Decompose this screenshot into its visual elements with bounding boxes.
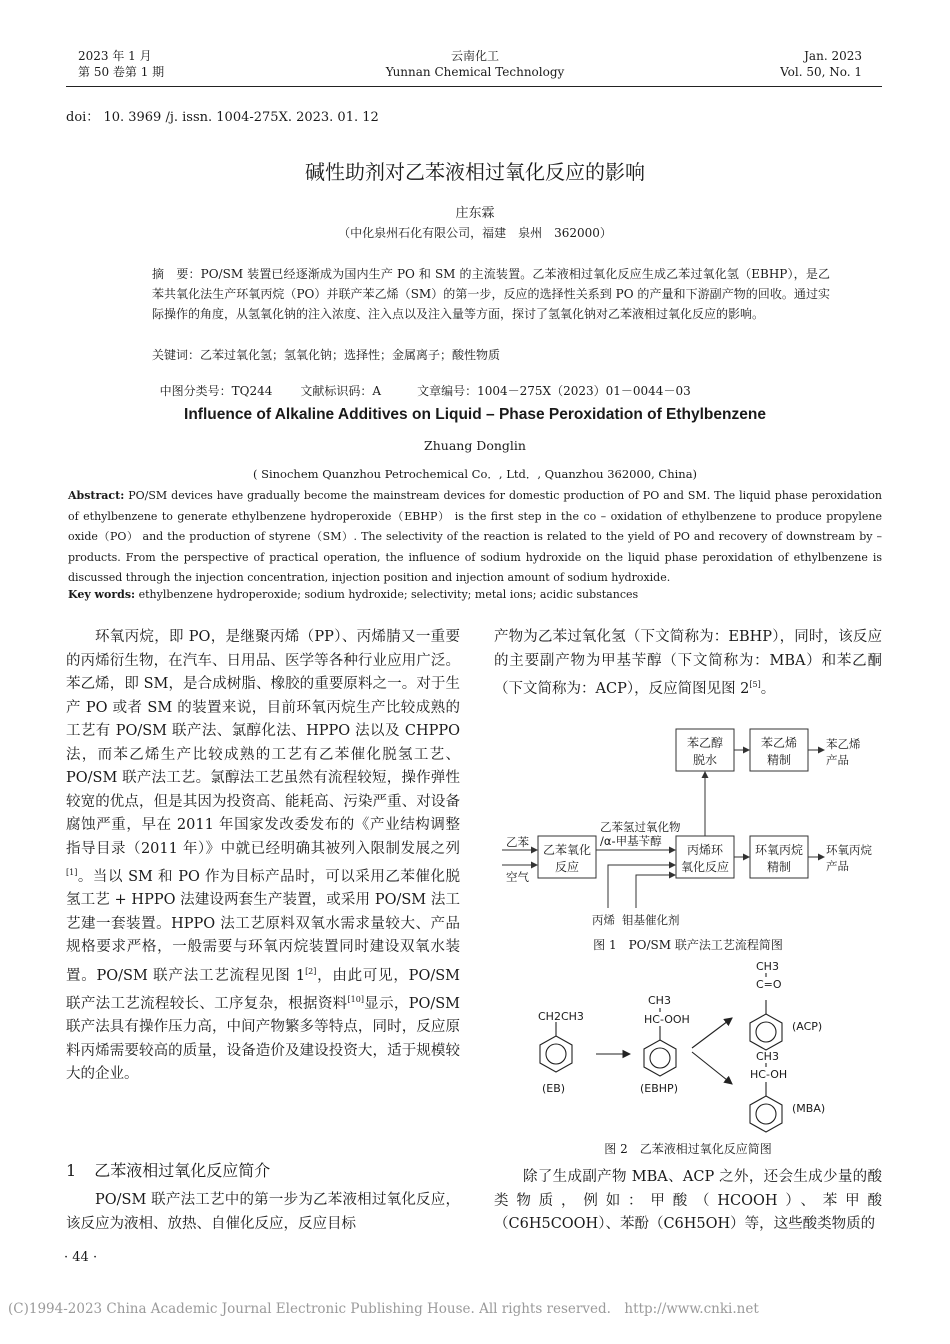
- right-col-para-top: [494, 626, 882, 701]
- para1-text-d: 显示，PO/SM 联产法具有操作压力高，中间产物繁多等特点，同时，反应原料丙烯需要较高的质量，设备造价及建设投资大，适于规模较大的企业。: [66, 995, 461, 1083]
- figure-1-caption: 图 1 PO/SM 联产法工艺流程简图: [593, 938, 783, 952]
- fig1-input-eb: 乙苯: [506, 835, 529, 849]
- abstract-en-text: PO/SM devices have gradually become the mainstream devices for domestic production of PO and SM. The liquid phase peroxidation of ethylbenzene to generate ethylbenzene hydroperoxide（EBHP） is the first step in the co – oxidation of ethylbenzene to produce propylene oxide（PO） and the production of styrene（SM）. The selectivity of the reaction is related to the yield of PO and recovery of downstream by – products. From the perspective of practical operation, the influence of sodium hydroxide on the liquid phase peroxidation of ethylbenzene is discussed through the injection concentration, injection position and injection amount of sodium hydroxide.: [68, 489, 883, 584]
- citation-ref: [2]: [305, 966, 317, 976]
- header-volume-en: Vol. 50, No. 1: [780, 65, 862, 79]
- clc-label: 中图分类号：: [159, 384, 232, 398]
- fig1-box-sm-l1: 苯乙烯: [760, 736, 798, 750]
- journal-name-en: Yunnan Chemical Technology: [385, 65, 565, 79]
- header-date: 2023 年 1 月: [78, 49, 152, 63]
- doi: doi： 10. 3969 /j. issn. 1004-275X. 2023. 01. 12: [66, 110, 379, 125]
- doc-code-value: A: [372, 384, 382, 398]
- fig1-box-sm-l2: 精制: [766, 753, 792, 767]
- ebhp-group-label: HC-OOH: [644, 1013, 690, 1026]
- page-number: · 44 ·: [64, 1250, 98, 1265]
- para1-text-c: ，由此可见，PO/SM 联产法工艺流程较长、工序复杂，根据资料: [66, 967, 460, 1012]
- fig1-box-epox-l2: 氧化反应: [680, 860, 730, 874]
- copyright-footer: (C)1994-2023 China Academic Journal Electronic Publishing House. All rights reserved. http://www.cnki.net: [8, 1301, 759, 1317]
- aromatic-circle-acp: [756, 1022, 776, 1042]
- keywords-cn-label: 关键词：: [152, 348, 201, 362]
- title-en: Influence of Alkaline Additives on Liquid – Phase Peroxidation of Ethylbenzene: [184, 406, 766, 423]
- figure-2-caption: 图 2 乙苯液相过氧化反应简图: [604, 1142, 772, 1156]
- fig1-output-po-2: 产品: [826, 859, 849, 873]
- fig1-box-po-l2: 精制: [766, 860, 792, 874]
- mba-group-label: HC-OH: [750, 1068, 788, 1081]
- keywords-cn-text: 乙苯过氧化氢；氢氧化钠；选择性；金属离子；酸性物质: [200, 348, 501, 362]
- figure-2-reaction-scheme: [494, 956, 882, 1136]
- header-rule: [66, 86, 882, 87]
- arrow-catalyst: [636, 875, 675, 908]
- para-top-text: 产物为乙苯过氧化氢（下文简称为：EBHP），同时，该反应的主要副产物为甲基苄醇（下文简称为：MBA）和苯乙酮（下文简称为：ACP），反应简图见图 2: [494, 629, 882, 697]
- figure-1-flowchart: [494, 724, 882, 934]
- label-ebhp: (EBHP): [640, 1082, 678, 1095]
- label-acp: (ACP): [792, 1020, 823, 1033]
- journal-name-cn: 云南化工: [450, 49, 499, 63]
- fig1-mid-label-2: /α-甲基苄醇: [600, 834, 662, 848]
- article-no-value: 1004－275X（2023）01－0044－03: [477, 384, 691, 398]
- benzene-ring-acp: [750, 1014, 782, 1050]
- arrow-propylene: [608, 865, 675, 908]
- aromatic-circle-mba: [756, 1104, 776, 1124]
- citation-ref: [5]: [749, 680, 761, 689]
- header-left: [78, 48, 164, 80]
- fig1-box-epox-l1: 丙烯环: [686, 843, 724, 857]
- acp-ch3-label: CH3: [756, 960, 779, 973]
- section-number: 1: [66, 1161, 77, 1180]
- author-en: Zhuang Donglin: [424, 438, 526, 453]
- abstract-cn-label: 摘 要：: [152, 267, 201, 281]
- fig1-mid-label-1: 乙苯氢过氧化物: [600, 820, 681, 834]
- fig1-box-po-l1: 环氧丙烷: [754, 843, 804, 857]
- benzene-ring-mba: [750, 1096, 782, 1132]
- left-col-para2: PO/SM 联产法工艺中的第一步为乙苯液相过氧化反应，该反应为液相、放热、自催化反应，反应目标: [66, 1192, 460, 1232]
- right-col-para-bottom: 除了生成副产物 MBA、ACP 之外，还会生成少量的酸类物质，例如：甲酸（HCOOH）、苯甲酸（C6H5COOH）、苯酚（C6H5OH）等，这些酸类物质的: [494, 1169, 882, 1232]
- fig1-box-oxid-l1: 乙苯氧化: [542, 843, 592, 857]
- fig1-input-propylene: 丙烯: [592, 913, 615, 927]
- abstract-cn: [152, 264, 830, 324]
- keywords-cn: [152, 346, 500, 363]
- label-eb: (EB): [542, 1082, 566, 1095]
- section-heading: [66, 1158, 270, 1181]
- fig1-output-po-1: 环氧丙烷: [826, 843, 872, 857]
- left-col-para1: [66, 626, 460, 1087]
- affiliation-en: ( Sinochem Quanzhou Petrochemical Co．, Ltd．, Quanzhou 362000, China): [252, 467, 698, 481]
- abstract-en-label: Abstract:: [68, 489, 125, 502]
- eb-group-label: CH2CH3: [538, 1010, 584, 1023]
- keywords-en: [68, 588, 638, 601]
- para-top-end: 。: [760, 680, 776, 697]
- header-center: [335, 48, 615, 80]
- benzene-ring-ebhp: [644, 1040, 676, 1076]
- affiliation-cn: （中化泉州石化有限公司，福建 泉州 362000）: [338, 226, 612, 240]
- header-date-en: Jan. 2023: [804, 49, 862, 63]
- acp-group-label: C=O: [756, 978, 782, 991]
- keywords-en-label: Key words:: [68, 588, 136, 601]
- title-cn: 碱性助剂对乙苯液相过氧化反应的影响: [305, 160, 645, 184]
- section-title: 乙苯液相过氧化反应简介: [94, 1161, 271, 1180]
- header-right: [780, 48, 862, 80]
- fig1-input-catalyst: 钼基催化剂: [622, 913, 680, 927]
- aromatic-circle-ebhp: [650, 1048, 670, 1068]
- para1-text-b: 。当以 SM 和 PO 作为目标产品时，可以采用乙苯催化脱氢工艺 + HPPO 法建设两套生产装置，或采用 PO/SM 法工艺建一套装置。HPPO 法工艺原料双氧水需求量较大、产品规格要求严格，一般需要与环氧丙烷装置同时建设双氧水装置。PO/SM 联产法工艺流程见图 1: [66, 868, 460, 984]
- header-volume: 第 50 卷第 1 期: [78, 65, 165, 79]
- reaction-arrow-mba: [692, 1052, 732, 1084]
- fig1-output-sm-1: 苯乙烯: [826, 737, 861, 751]
- fig1-output-sm-2: 产品: [826, 753, 849, 767]
- mba-ch3-label: CH3: [756, 1050, 779, 1063]
- label-mba: (MBA): [792, 1102, 826, 1115]
- para1-text-a: 环氧丙烷，即 PO，是继聚丙烯（PP）、丙烯腈又一重要的丙烯衍生物，在汽车、日用品、医学等各种行业应用广泛。苯乙烯，即 SM，是合成树脂、橡胶的重要原料之一。对于生产 PO 或者 SM 的装置来说，目前环氧丙烷生产比较成熟的工艺有 PO/SM 联产法、氯醇化法、HPPO 法以及 CHPPO 法，而苯乙烯生产比较成熟的工艺有乙苯催化脱氢工艺、PO/SM 联产法工艺。氯醇法工艺虽然有流程较短，操作弹性较宽的优点，但是其因为投资高、能耗高、污染严重、对设备腐蚀严重，早在 2011 年国家发改委发布的《产业结构调整指导目录（2011 年）》中就已经明确其被列入限制发展之列: [66, 629, 460, 857]
- citation-ref: [10]: [347, 995, 364, 1005]
- fig1-box-dehyd-l1: 苯乙醇: [686, 736, 724, 750]
- benzene-ring-eb: [540, 1036, 572, 1072]
- ebhp-ch3-label: CH3: [648, 994, 671, 1007]
- reaction-arrow-acp: [692, 1018, 732, 1048]
- abstract-cn-text: PO/SM 装置已经逐渐成为国内生产 PO 和 SM 的主流装置。乙苯液相过氧化反应生成乙苯过氧化氢（EBHP），是乙苯共氧化法生产环氧丙烷（PO）并联产苯乙烯（SM）的第一步，反应的选择性关系到 PO 的产量和下游副产物的回收。通过实际操作的角度，从氢氧化钠的注入浓度、注入点以及注入量等方面，探讨了氢氧化钠对乙苯液相过氧化反应的影响。: [152, 267, 830, 321]
- doc-code-label: 文献标识码：: [300, 384, 373, 398]
- clc-value: TQ244: [231, 384, 273, 398]
- citation-ref: [1]: [66, 868, 78, 877]
- keywords-en-text: ethylbenzene hydroperoxide; sodium hydroxide; selectivity; metal ions; acidic substances: [138, 588, 639, 601]
- fig1-input-air: 空气: [506, 870, 529, 884]
- fig1-box-oxid-l2: 反应: [554, 860, 580, 874]
- abstract-en: [68, 486, 882, 589]
- author-cn: 庄东霖: [455, 206, 495, 221]
- classification-line: [152, 368, 691, 399]
- fig1-box-dehyd-l2: 脱水: [692, 753, 718, 767]
- article-no-label: 文章编号：: [417, 384, 478, 398]
- aromatic-circle-eb: [546, 1044, 566, 1064]
